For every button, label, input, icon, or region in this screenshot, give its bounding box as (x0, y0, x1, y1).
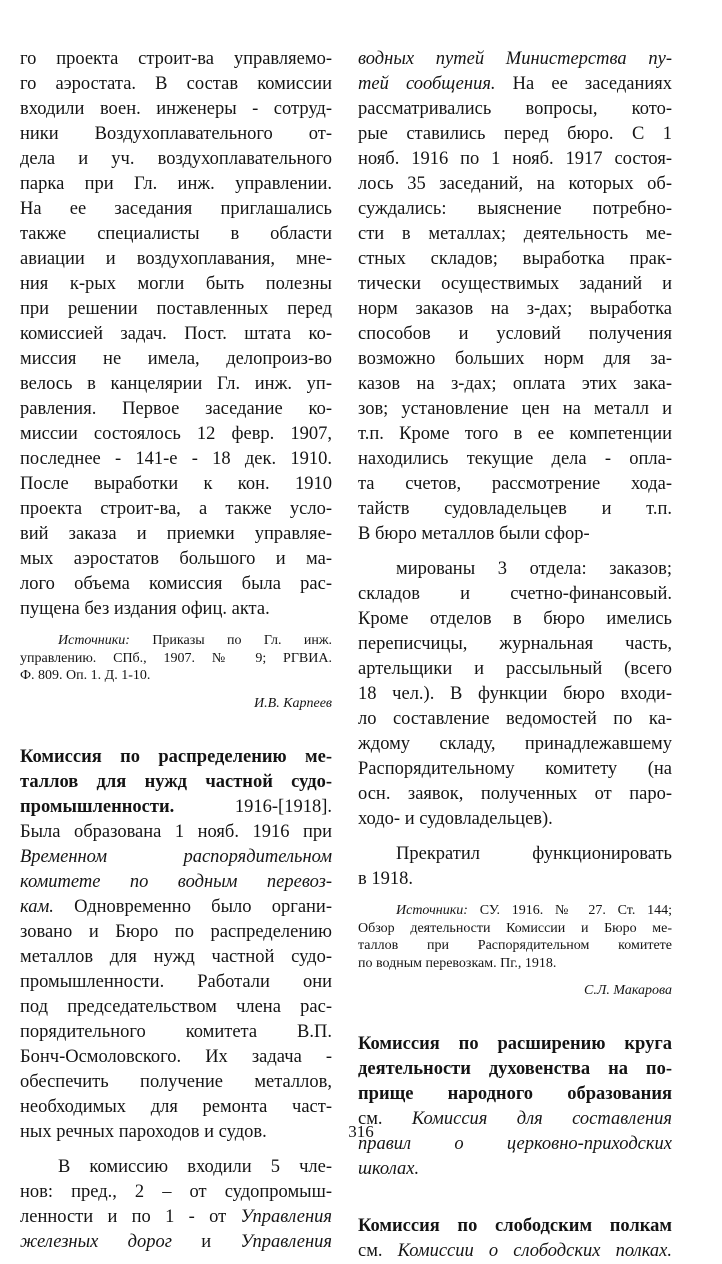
text-line: тически осуществимых заданий и (358, 274, 672, 294)
cross-reference: правил о церковно-приходских (358, 1134, 672, 1154)
text-line: стных складов; выработка прак- (358, 249, 672, 269)
text-line: металлов для нужд частной судо- (20, 946, 332, 967)
cross-reference: Управления (240, 1231, 332, 1252)
see-also-label: см. (358, 1241, 383, 1261)
text-line: в 1918. (358, 869, 413, 889)
text-line: последнее - 141-е - 18 дек. 1910. (20, 449, 332, 469)
entry-title: Комиссия по распределению ме- (20, 746, 332, 767)
text-line: В комиссию входили 5 чле- (58, 1156, 332, 1177)
text-line: вий заказа и приемки управляе- (20, 524, 332, 544)
text-line: под председательством члена рас- (20, 996, 332, 1017)
text-line: миссии состоялось 12 февр. 1907, (20, 424, 332, 444)
text-line: На ее заседаниях (512, 74, 673, 94)
text-line: В бюро металлов были сфор- (358, 524, 590, 544)
text-line: дела и уч. воздухоплавательного (20, 149, 332, 169)
entry-title: прище народного образования (358, 1084, 672, 1104)
right-column (358, 47, 672, 1264)
entry-title: Комиссия по расширению круга (358, 1034, 672, 1054)
text-line: мированы 3 отдела: заказов; (396, 559, 672, 579)
text-line: На ее заседания приглашались (20, 199, 332, 219)
text-line: находились текущие дела - опла- (358, 449, 672, 469)
sources-block (358, 902, 672, 972)
text-line: переписчицы, журнальная часть, (358, 634, 672, 654)
text-line: зов; установление цен на металл и (358, 399, 672, 419)
text-line: го проекта строит-ва управляемо- (20, 49, 332, 69)
text-line: После выработки к кон. 1910 (20, 474, 332, 494)
text-line: Одновременно было органи- (74, 896, 332, 917)
text-line: равления. Первое заседание ко- (20, 399, 332, 419)
sources-label: Источники: (396, 903, 468, 918)
sources-line: СУ. 1916. № 27. Ст. 144; (479, 903, 673, 918)
text-line: Прекратил функционировать (396, 844, 672, 864)
text-line: мых аэростатов большого и ма- (20, 549, 332, 569)
text-line: промышленности. Работали они (20, 971, 332, 992)
cross-reference: Временном распорядительном (20, 846, 332, 867)
cross-reference: Комиссия для составления (411, 1109, 672, 1129)
text-line: ленности и по 1 - от (20, 1206, 227, 1227)
entry-clergy-commission (358, 1032, 672, 1182)
cross-reference: Управления (240, 1206, 333, 1227)
sources-line: Приказы по Гл. инж. (152, 633, 332, 648)
text-line: миссия не имела, делопроиз-во (20, 349, 332, 369)
text-line: ждому складу, принадлежавшему (358, 734, 672, 754)
entry-title: Комиссия по слободским полкам (358, 1216, 672, 1236)
text-line: входили воен. инженеры - сотруд- (20, 99, 332, 119)
text-line: та счетов, рассмотрение хода- (358, 474, 672, 494)
text-line: рассматривались вопросы, кото- (358, 99, 672, 119)
text-line: возможно больших норм для за- (358, 349, 672, 369)
cross-reference: комитете по водным перевоз- (20, 871, 332, 892)
text-line: Распорядительному комитету (на (358, 759, 672, 779)
cross-reference: кам. (20, 896, 54, 917)
sources-line: Обзор деятельности Комиссии и Бюро ме- (358, 920, 672, 936)
text-line: при решении поставленных перед (20, 299, 332, 319)
text-line: также специалисты в области (20, 224, 332, 244)
sources-block (20, 632, 332, 685)
cross-reference: тей сообщения. (358, 74, 496, 94)
entry-title: деятельности духовенства на по- (358, 1059, 672, 1079)
text-line: комиссией задач. Пост. штата ко- (20, 324, 332, 344)
sources-line: Ф. 809. Оп. 1. Д. 1-10. (20, 668, 151, 683)
text-line: парка при Гл. инж. управлении. (20, 174, 332, 194)
text-line: артельщики и рассыльный (всего (358, 659, 672, 679)
author-signature: И.В. Карпеев (254, 695, 332, 711)
cross-reference: Комиссии о слободских полках. (397, 1241, 672, 1261)
text-line: велось в канцелярии Гл. инж. уп- (20, 374, 332, 394)
text-line: Была образована 1 нояб. 1916 при (20, 821, 332, 842)
entry-dates: 1916-[1918]. (234, 796, 332, 817)
page-number: 316 (348, 1122, 374, 1141)
text-line: ходо- и судовладельцев). (358, 809, 553, 829)
text-line: рые ставились перед бюро. С 1 (358, 124, 672, 144)
text-line: казов на з-дах; оплата этих зака- (358, 374, 672, 394)
text-line: порядительного комитета В.П. (20, 1021, 332, 1042)
text-line: го аэростата. В состав комиссии (20, 74, 332, 94)
left-column (20, 47, 332, 1255)
text-line: 18 чел.). В функции бюро входи- (358, 684, 672, 704)
text-line: и (201, 1231, 212, 1252)
text-line: ники Воздухоплавательного от- (20, 124, 332, 144)
text-line: лого объема комиссия была рас- (20, 574, 332, 594)
sources-line: управлению. СПб., 1907. № 9; РГВИА. (20, 650, 332, 666)
see-also-label: см. (358, 1109, 383, 1129)
entry-title: промышленности. (20, 796, 175, 817)
text-line: лось 35 заседаний, на которых об- (358, 174, 672, 194)
text-line: способов и условий получения (358, 324, 672, 344)
text-line: проекта строит-ва, а также усло- (20, 499, 332, 519)
text-line: ло составление ведомостей по ка- (358, 709, 672, 729)
text-line: т.п. Кроме того в ее компетенции (358, 424, 672, 444)
text-line: сти в металлах; деятельность ме- (358, 224, 672, 244)
text-line: ния к-рых могли быть полезны (20, 274, 332, 294)
text-line: Бонч-Осмоловского. Их задача - (20, 1046, 332, 1067)
sources-label: Источники: (58, 633, 130, 648)
entry-metals-commission (20, 745, 332, 1255)
text-line: Кроме отделов в бюро имелись (358, 609, 672, 629)
sources-line: таллов при Распорядительном комитете (358, 938, 672, 953)
sources-line: по водным перевозкам. Пг., 1918. (358, 955, 557, 971)
text-line: нояб. 1916 по 1 нояб. 1917 состоя- (358, 149, 672, 169)
text-line: необходимых для ремонта част- (20, 1096, 332, 1117)
cross-reference: школах. (358, 1159, 420, 1179)
text-line: авиации и воздухоплавания, мне- (20, 249, 332, 269)
text-line: тайств судовладельцев и т.п. (358, 499, 672, 519)
text-line: пущена без издания офиц. акта. (20, 599, 270, 619)
text-line: осн. заявок, полученных от паро- (358, 784, 672, 804)
text-line: суждались: выяснение потребно- (358, 199, 672, 219)
cross-reference: железных дорог (20, 1231, 172, 1252)
text-line: зовано и Бюро по распределению (20, 921, 332, 942)
cross-reference: водных путей Министерства пу- (358, 49, 672, 69)
text-line: ных речных пароходов и судов. (20, 1121, 267, 1142)
entry-sloboda-regiments (358, 1214, 672, 1264)
text-line: норм заказов на з-дах; выработка (358, 299, 672, 319)
entry-title: таллов для нужд частной судо- (20, 771, 332, 792)
text-line: нов: пред., 2 – от судопромыш- (20, 1181, 332, 1202)
text-line: складов и счетно-финансовый. (358, 584, 672, 604)
text-line: обеспечить получение металлов, (20, 1071, 332, 1092)
author-signature: С.Л. Макарова (584, 983, 672, 998)
